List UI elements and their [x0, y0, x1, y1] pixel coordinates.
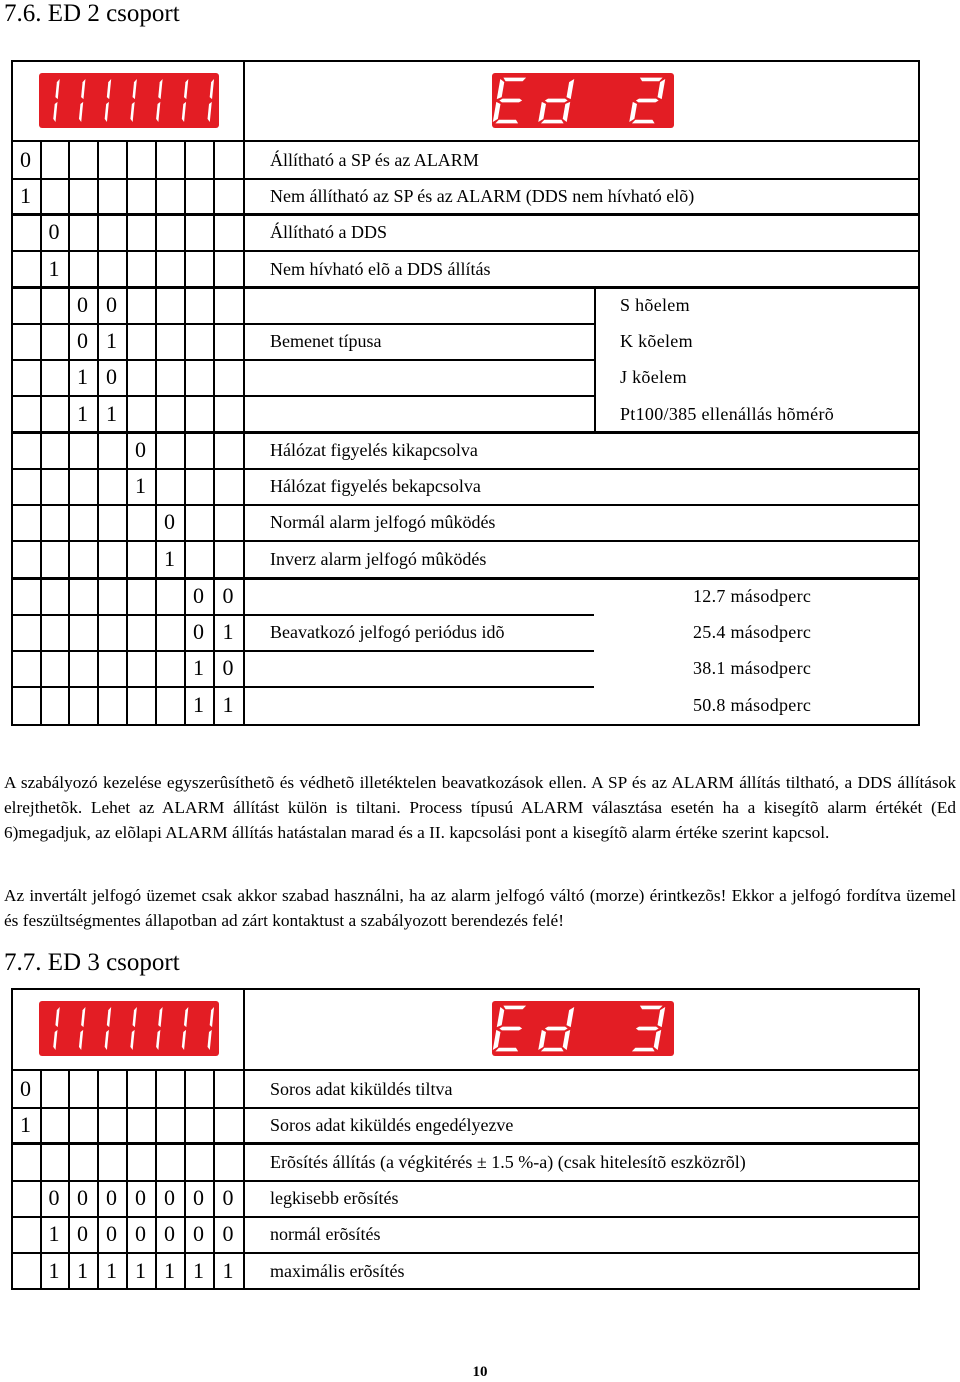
column-line [40, 142, 42, 178]
column-line [155, 614, 157, 650]
column-line [155, 1143, 157, 1180]
column-line [243, 395, 245, 432]
bit-digit: 0 [222, 1185, 234, 1210]
column-line [184, 504, 186, 540]
column-line [68, 1143, 70, 1180]
bit-digit: 0 [77, 328, 88, 353]
column-line [243, 614, 245, 650]
option-label: maximális erõsítés [270, 1261, 405, 1281]
column-line [243, 1180, 245, 1216]
bit-digit: 1 [222, 1258, 234, 1283]
column-line [126, 1071, 128, 1107]
column-line [243, 359, 245, 395]
option-label: legkisebb erõsítés [270, 1188, 399, 1208]
column-line [213, 1071, 215, 1107]
column-line [184, 323, 186, 359]
page-number: 10 [472, 1364, 488, 1380]
section-title-ed3: 7.7. ED 3 csoport [4, 949, 180, 976]
column-line [40, 1107, 42, 1143]
column-line [126, 650, 128, 686]
column-line [126, 178, 128, 214]
column-line [243, 142, 245, 178]
column-line [68, 578, 70, 614]
bit-digit: 1 [135, 473, 146, 498]
column-line [243, 250, 245, 287]
bit-digit: 1 [193, 692, 204, 717]
column-line [97, 650, 99, 686]
column-line [213, 504, 215, 540]
option-label: Állítható a DDS [270, 222, 387, 242]
column-line [126, 504, 128, 540]
column-line [155, 287, 157, 323]
column-line [126, 1143, 128, 1180]
bit-digit: 0 [193, 1221, 204, 1246]
bit-digit: 0 [222, 1221, 234, 1246]
column-line [184, 359, 186, 395]
column-line [243, 504, 245, 540]
option-label: Hálózat figyelés kikapcsolva [270, 440, 478, 460]
bit-digit: 1 [77, 1258, 88, 1283]
bit-digit: 0 [164, 1221, 175, 1246]
column-line [68, 178, 70, 214]
status-display-right [492, 73, 674, 128]
column-line [213, 540, 215, 578]
bit-digit: 0 [77, 292, 88, 317]
column-line [97, 1107, 99, 1143]
bit-digit: 1 [77, 400, 88, 426]
column-line [155, 468, 157, 504]
bit-digit: 1 [135, 1258, 146, 1283]
bit-digit: 1 [106, 328, 117, 353]
option-value: S hõelem [620, 295, 690, 315]
column-line [97, 540, 99, 578]
column-line [126, 686, 128, 724]
column-line [184, 1107, 186, 1143]
bit-digit: 1 [164, 546, 175, 571]
column-line [126, 323, 128, 359]
column-line [243, 540, 245, 578]
column-line [184, 395, 186, 432]
column-line [155, 323, 157, 359]
bit-digit: 0 [193, 583, 204, 608]
column-line [213, 287, 215, 323]
column-line [213, 214, 215, 250]
column-line [243, 287, 245, 323]
bit-digit: 1 [222, 692, 234, 717]
column-line [213, 142, 215, 178]
column-line [213, 1107, 215, 1143]
column-line [184, 287, 186, 323]
option-value: 38.1 másodperc [693, 658, 812, 678]
column-line [243, 214, 245, 250]
column-line [126, 1107, 128, 1143]
column-line [155, 359, 157, 395]
value-column-divider [594, 287, 596, 432]
header-divider [243, 988, 245, 1069]
column-line [155, 686, 157, 724]
bit-digit: 0 [106, 1221, 117, 1246]
column-line [213, 432, 215, 468]
bit-digit: 0 [106, 1185, 117, 1210]
column-line [40, 468, 42, 504]
option-label: Hálózat figyelés bekapcsolva [270, 476, 481, 496]
column-line [243, 468, 245, 504]
bit-digit: 1 [48, 255, 60, 281]
option-value: 50.8 másodperc [693, 695, 812, 715]
column-line [40, 540, 42, 578]
column-line [97, 504, 99, 540]
bit-digit: 0 [77, 1185, 88, 1210]
option-label: Inverz alarm jelfogó mûködés [270, 549, 487, 569]
column-line [126, 614, 128, 650]
column-line [213, 323, 215, 359]
bit-digit: 1 [48, 1221, 60, 1246]
bit-digit: 0 [193, 1185, 204, 1210]
column-line [184, 1143, 186, 1180]
column-line [97, 1143, 99, 1180]
header-divider [243, 60, 245, 140]
column-line [155, 395, 157, 432]
option-label: Soros adat kiküldés tiltva [270, 1079, 453, 1099]
column-line [126, 287, 128, 323]
column-line [243, 1252, 245, 1290]
column-line [68, 468, 70, 504]
column-line [126, 359, 128, 395]
option-label: normál erõsítés [270, 1224, 381, 1244]
option-label: Állítható a SP és az ALARM [270, 150, 479, 170]
option-label: Erõsítés állítás (a végkitérés ± 1.5 %-a) (csak hitelesítõ eszközrõl) [270, 1151, 746, 1172]
column-line [126, 250, 128, 287]
section-title-ed2: 7.6. ED 2 csoport [4, 0, 180, 27]
column-line [97, 142, 99, 178]
column-line [213, 395, 215, 432]
header-rule [11, 1069, 920, 1071]
bit-digit: 1 [164, 1258, 175, 1283]
bit-digit: 0 [48, 1185, 60, 1210]
column-line [213, 250, 215, 287]
column-line [126, 395, 128, 432]
bit-digit: 1 [48, 1258, 60, 1283]
column-line [155, 178, 157, 214]
column-line [40, 650, 42, 686]
column-line [68, 614, 70, 650]
bit-digit: 1 [106, 400, 117, 426]
column-line [184, 142, 186, 178]
column-line [155, 432, 157, 468]
column-line [40, 287, 42, 323]
column-line [97, 614, 99, 650]
bit-digit: 0 [193, 619, 204, 644]
column-line [243, 650, 245, 686]
column-line [97, 578, 99, 614]
option-label: Beavatkozó jelfogó periódus idõ [270, 622, 505, 642]
bit-digit: 1 [106, 1258, 117, 1283]
column-line [155, 578, 157, 614]
bit-digit: 0 [135, 1185, 146, 1210]
option-value: 12.7 másodperc [693, 586, 812, 606]
option-label: Nem állítható az SP és az ALARM (DDS nem hívható elõ) [270, 186, 695, 206]
column-line [97, 178, 99, 214]
column-line [68, 540, 70, 578]
bit-digit: 0 [106, 292, 117, 317]
column-line [243, 578, 245, 614]
column-line [126, 578, 128, 614]
column-line [68, 214, 70, 250]
bit-digit: 1 [193, 1258, 204, 1283]
bit-digit: 1 [77, 364, 88, 389]
column-line [126, 214, 128, 250]
column-line [243, 686, 245, 724]
column-line [40, 578, 42, 614]
column-line [40, 323, 42, 359]
bit-digit: 0 [164, 1185, 175, 1210]
column-line [155, 214, 157, 250]
column-line [40, 395, 42, 432]
bit-digit: 0 [135, 1221, 146, 1246]
column-line [97, 214, 99, 250]
column-line [243, 1216, 245, 1252]
bit-digit: 0 [164, 509, 175, 534]
column-line [68, 250, 70, 287]
column-line [68, 650, 70, 686]
column-line [155, 142, 157, 178]
column-line [243, 432, 245, 468]
column-line [68, 504, 70, 540]
column-line [40, 178, 42, 214]
option-value: 25.4 másodperc [693, 622, 812, 642]
bit-digit: 1 [20, 1112, 31, 1137]
column-line [184, 468, 186, 504]
bit-digit: 0 [20, 1076, 31, 1101]
column-line [40, 686, 42, 724]
option-value: Pt100/385 ellenállás hõmérõ [620, 403, 835, 424]
bit-digit: 1 [193, 655, 204, 680]
column-line [155, 1107, 157, 1143]
column-line [40, 432, 42, 468]
status-display-left [39, 73, 219, 128]
column-line [243, 1071, 245, 1107]
column-line [97, 1071, 99, 1107]
column-line [243, 323, 245, 359]
column-line [155, 1071, 157, 1107]
bit-digit: 0 [77, 1221, 88, 1246]
status-display-right-ed3 [492, 1001, 674, 1056]
column-line [243, 1143, 245, 1180]
option-label: Bemenet típusa [270, 331, 382, 351]
column-line [213, 1143, 215, 1180]
column-line [97, 686, 99, 724]
column-line [155, 650, 157, 686]
column-line [68, 1071, 70, 1107]
bit-digit: 0 [222, 583, 234, 608]
option-label: Normál alarm jelfogó mûködés [270, 512, 496, 532]
column-line [40, 614, 42, 650]
bit-digit: 1 [222, 619, 234, 644]
bit-digit: 0 [106, 364, 117, 389]
column-line [68, 142, 70, 178]
option-label: Soros adat kiküldés engedélyezve [270, 1115, 514, 1135]
column-line [40, 359, 42, 395]
column-line [213, 468, 215, 504]
bit-digit: 0 [135, 437, 146, 462]
column-line [40, 504, 42, 540]
column-line [126, 142, 128, 178]
column-line [184, 432, 186, 468]
option-label: Nem hívható elõ a DDS állítás [270, 258, 491, 279]
column-line [97, 250, 99, 287]
status-display-left-ed3 [39, 1001, 219, 1056]
paragraph-security: A szabályozó kezelése egyszerûsíthetõ és védhetõ illetéktelen beavatkozások ellen. A SP és az ALARM állítás tiltható, a DDS állítások elrejthetõk. Lehet az ALARM állítást külön is tiltani. Process típusú ALARM választása esetén ha a kisegítõ alarm értékét (Ed 6)megadjuk, az elõlapi ALARM állítás hatástalan marad és a II. kapcsolási pont a kisegítõ alarm értéke szerint kapcsol. [4, 773, 956, 842]
column-line [40, 1143, 42, 1180]
column-line [243, 178, 245, 214]
column-line [184, 178, 186, 214]
column-line [68, 686, 70, 724]
column-line [97, 468, 99, 504]
column-line [184, 214, 186, 250]
bit-digit: 0 [20, 147, 31, 172]
option-value: K kõelem [620, 331, 693, 351]
column-line [213, 178, 215, 214]
column-line [213, 359, 215, 395]
column-line [155, 250, 157, 287]
column-line [68, 432, 70, 468]
column-line [126, 540, 128, 578]
bit-digit: 1 [20, 183, 31, 208]
option-value: J kõelem [620, 367, 687, 387]
paragraph-inverted-relay: Az invertált jelfogó üzemet csak akkor szabad használni, ha az alarm jelfogó váltó (morze) érintkezõs! Ekkor a jelfogó fordítva üzemel és feszültségmentes állapotban ad zárt kontaktust a szabályozott berendezés felé! [4, 886, 956, 930]
column-line [40, 1071, 42, 1107]
column-line [184, 540, 186, 578]
bit-digit: 0 [222, 655, 234, 680]
column-line [184, 250, 186, 287]
column-line [97, 432, 99, 468]
column-line [68, 1107, 70, 1143]
bit-digit: 0 [48, 219, 60, 244]
column-line [243, 1107, 245, 1143]
column-line [184, 1071, 186, 1107]
